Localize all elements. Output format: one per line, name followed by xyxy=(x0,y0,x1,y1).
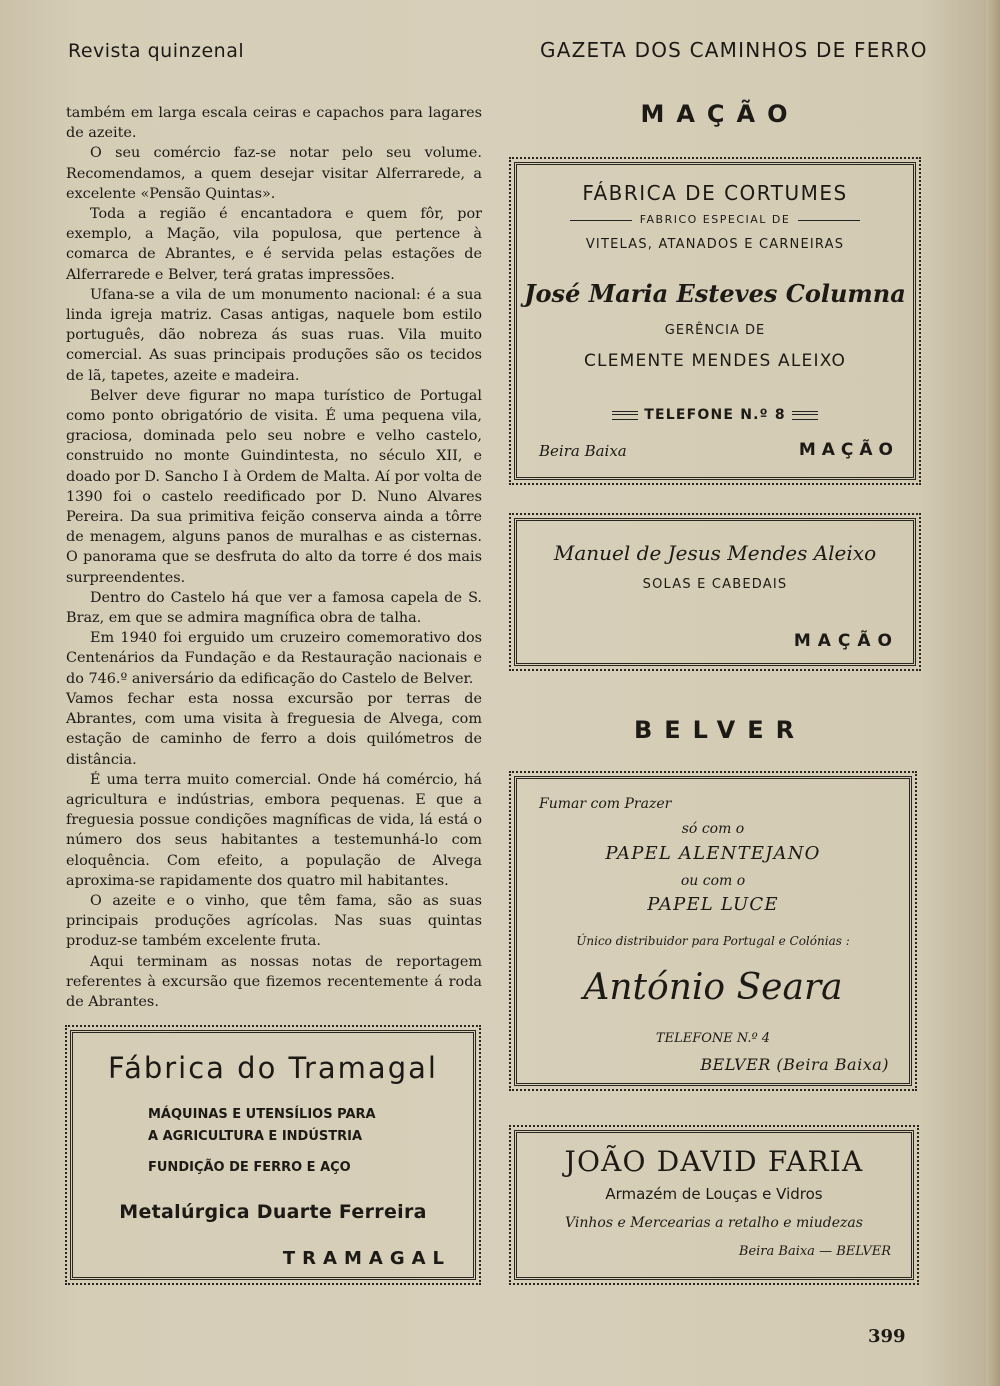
divider-rule xyxy=(570,220,632,221)
ad-aleixo-town: MAÇÃO xyxy=(793,631,899,651)
ad-cortumes-title: FÁBRICA DE CORTUMES xyxy=(582,181,848,205)
ad-seara-phone: TELEFONE N.º 4 xyxy=(655,1031,771,1046)
ad-tramagal xyxy=(70,1030,476,1280)
ad-tramagal-line4: Metalúrgica Duarte Ferreira xyxy=(119,1201,427,1223)
ad-faria-l3: Beira Baixa — BELVER xyxy=(738,1244,891,1259)
ad-tramagal-line5: TRAMAGAL xyxy=(282,1248,451,1269)
ad-seara-l6: Único distribuidor para Portugal e Colónias : xyxy=(576,934,850,948)
article-paragraph: O seu comércio faz-se notar pelo seu volume. Recomendamos, a quem desejar visitar Alferrarede, a excelente «Pensão Quintas». xyxy=(66,145,482,202)
ad-seara-l4: ou com o xyxy=(680,873,746,889)
ad-cortumes-phone-line xyxy=(517,407,913,423)
article-paragraph: Belver deve figurar no mapa turístico de Portugal como ponto obrigatório de visita. É uma pequena vila, graciosa, dominada pelo seu nobre e velho castelo, construido no monte Guindintesta, no século XII, e doado por D. Sancho I à Ordem de Malta. Aí por volta de 1390 foi o castelo reedificado por D. Nuno Alvares Pereira. Da sua primitiva feição conserva ainda a tôrre de menagem, alguns panos de muralhas e as cisternas. O panorama que se desfruta do alto da torre é dos mais surpreendentes. xyxy=(66,387,482,586)
ad-seara xyxy=(514,776,912,1086)
ad-cortumes-gerencia: GERÊNCIA DE xyxy=(664,323,766,338)
ad-faria-l1: Armazém de Louças e Vidros xyxy=(605,1185,823,1203)
ad-seara-l2: só com o xyxy=(681,821,745,837)
ad-cortumes xyxy=(514,162,916,480)
ad-cortumes-phone: TELEFONE N.º 8 xyxy=(644,407,786,423)
divider-rule xyxy=(798,220,860,221)
ad-faria-name: JOÃO DAVID FARIA xyxy=(564,1145,864,1178)
header-left: Revista quinzenal xyxy=(68,40,245,62)
ad-tramagal-line1: MÁQUINAS E UTENSÍLIOS PARA xyxy=(148,1107,376,1122)
ad-cortumes-manager: CLEMENTE MENDES ALEIXO xyxy=(583,351,847,371)
ad-seara-name: António Seara xyxy=(583,967,843,1008)
ad-aleixo-goods: SOLAS E CABEDAIS xyxy=(642,577,788,592)
article-paragraph: Toda a região é encantadora e quem fôr, por exemplo, a Mação, vila populosa, que pertence à comarca de Abrantes, e é servida pelas estações de Alferrarede e Belver, terá gratas impressões. xyxy=(66,206,482,283)
header-right: GAZETA DOS CAMINHOS DE FERRO xyxy=(540,38,928,62)
article-paragraph: Vamos fechar esta nossa excursão por terras de Abrantes, com uma visita à freguesia de Alvega, com estação de caminho de ferro a dois quilómetros de distância. xyxy=(66,690,482,768)
ad-faria-l2: Vinhos e Mercearias a retalho e miudezas xyxy=(565,1215,863,1231)
article-paragraph: É uma terra muito comercial. Onde há comércio, há agricultura e indústrias, embora pequenas. E que a freguesia possue condições magníficas de vida, lá está o número dos seus habitantes a testemunhá-lo com eloquência. Com efeito, a população de Alvega aproxima-se rapidamente dos quatro mil habitantes. xyxy=(66,771,482,889)
ad-seara-l3: PAPEL ALENTEJANO xyxy=(605,843,821,864)
article-paragraph: Em 1940 foi erguido um cruzeiro comemorativo dos Centenários da Fundação e da Restauração nacionais e do 746.º aniversário da edificação do Castelo de Belver. xyxy=(66,630,482,687)
ad-seara-l5: PAPEL LUCE xyxy=(647,894,779,915)
ad-aleixo xyxy=(514,518,916,666)
article-paragraph: também em larga escala ceiras e capachos para lagares de azeite. xyxy=(66,105,482,142)
ad-tramagal-title: Fábrica do Tramagal xyxy=(108,1051,438,1085)
ad-aleixo-name: Manuel de Jesus Mendes Aleixo xyxy=(553,541,877,565)
article-column xyxy=(66,103,482,1012)
section-title-belver: BELVER xyxy=(633,716,807,744)
ad-seara-l1: Fumar com Prazer xyxy=(539,796,672,812)
ad-seara-town: BELVER (Beira Baixa) xyxy=(700,1055,889,1074)
ad-cortumes-region: Beira Baixa xyxy=(539,442,627,460)
article-paragraph: Ufana-se a vila de um monumento nacional: é a sua linda igreja matriz. Casas antigas, naquele bom estilo português, dão nobreza ás suas ruas. Vila muito comercial. As suas principais produções são os tecidos de lã, tapetes, azeite e madeira. xyxy=(66,286,482,384)
ad-cortumes-owner: José Maria Esteves Columna xyxy=(524,279,906,308)
page-number: 399 xyxy=(868,1326,906,1347)
ad-tramagal-line3: FUNDIÇÃO DE FERRO E AÇO xyxy=(148,1160,351,1175)
ad-cortumes-town: MAÇÃO xyxy=(798,440,899,460)
ad-tramagal-line2: A AGRICULTURA E INDÚSTRIA xyxy=(148,1129,363,1144)
article-paragraph: Aqui terminam as nossas notas de reportagem referentes à excursão que fizemos recentemente á roda de Abrantes. xyxy=(66,953,482,1010)
article-paragraph: Dentro do Castelo há que ver a famosa capela de S. Braz, em que se admira magnífica obra de talha. xyxy=(66,589,482,627)
ad-cortumes-products: VITELAS, ATANADOS E CARNEIRAS xyxy=(585,237,845,252)
ad-cortumes-sub: FABRICO ESPECIAL DE xyxy=(639,213,791,226)
divider-lines xyxy=(792,411,818,420)
section-title-macao: MAÇÃO xyxy=(640,100,800,128)
divider-lines xyxy=(612,411,638,420)
article-paragraph: O azeite e o vinho, que têm fama, são as suas principais produções agrícolas. Nas suas quintas produz-se também excelente fruta. xyxy=(66,892,482,950)
ad-cortumes-sub-line xyxy=(517,213,913,226)
ad-faria xyxy=(514,1130,914,1280)
page-edge xyxy=(986,0,1000,1386)
